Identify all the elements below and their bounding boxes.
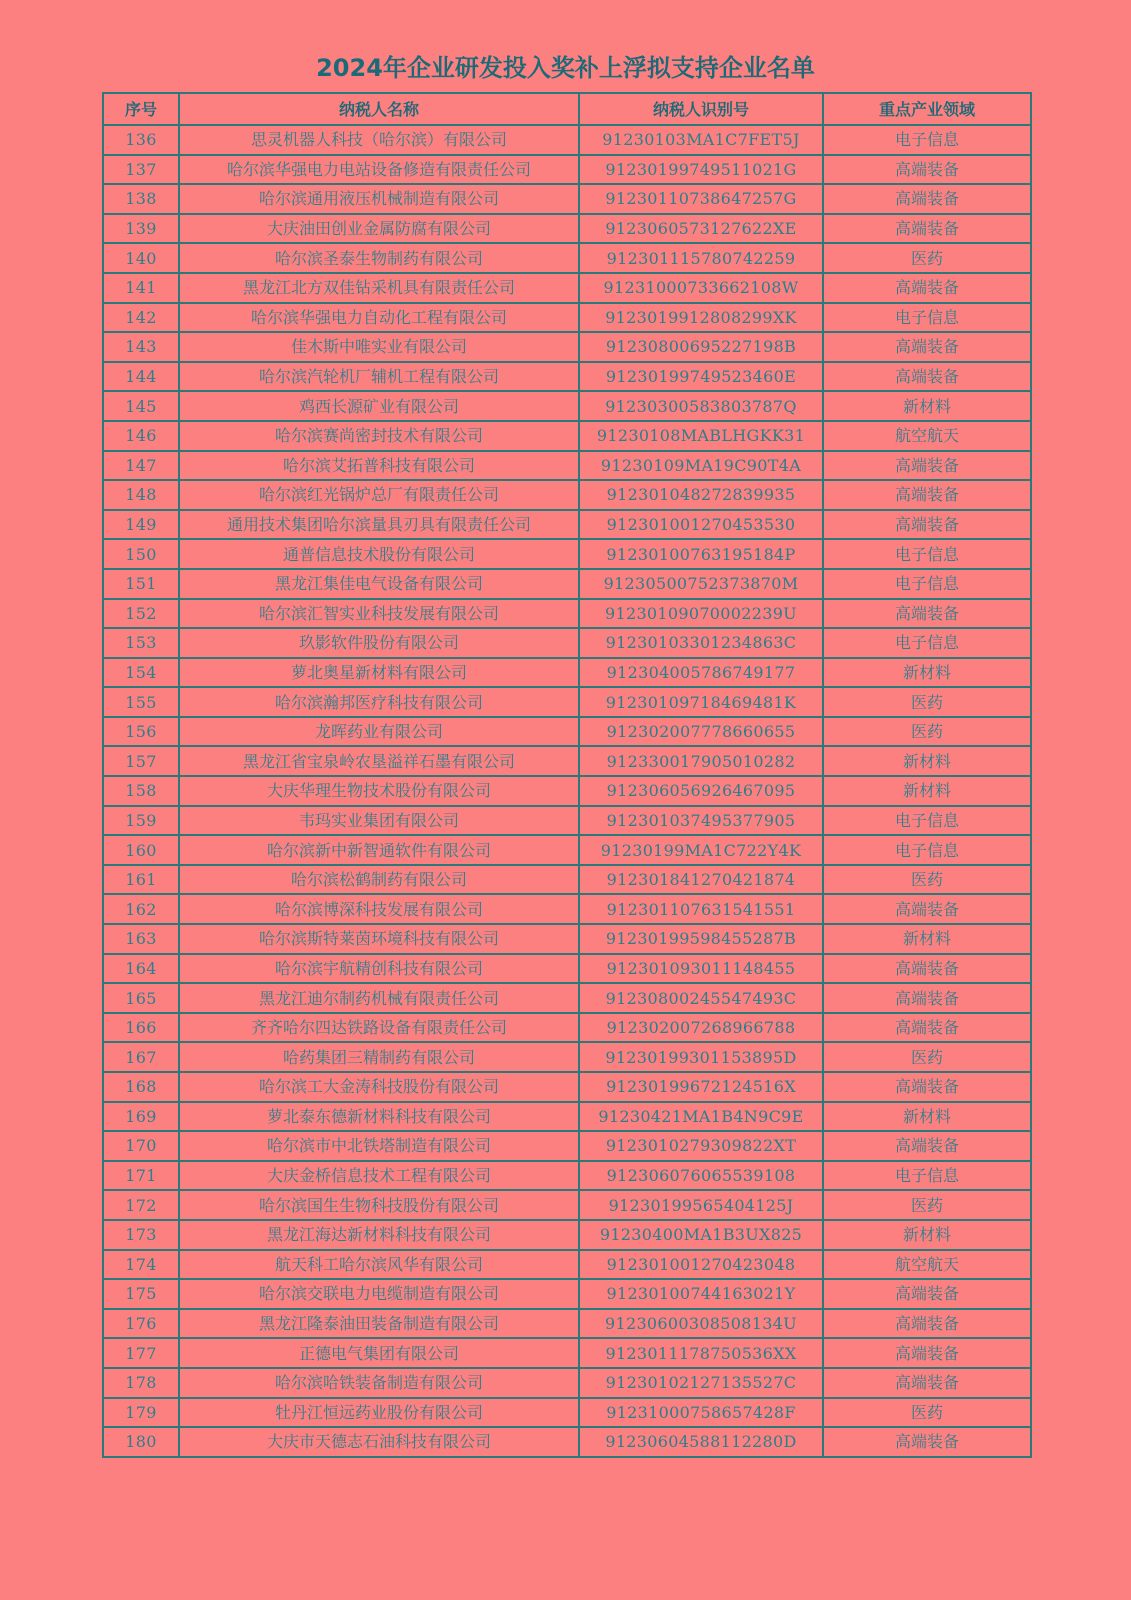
table-row [103,924,1031,954]
taxpayer-name-cell: 黑龙江北方双佳钻采机具有限责任公司 [179,273,579,303]
taxpayer-name-cell: 大庆华理生物技术股份有限公司 [179,776,579,806]
taxpayer-name-cell: 思灵机器人科技（哈尔滨）有限公司 [179,125,579,155]
serial-number-cell: 180 [103,1427,179,1457]
taxpayer-id-cell: 912304005786749177 [579,658,823,688]
industry-field-cell: 高端装备 [823,184,1031,214]
table-row [103,1042,1031,1072]
taxpayer-id-cell: 912301037495377905 [579,806,823,836]
taxpayer-name-cell: 黑龙江海达新材料科技有限公司 [179,1220,579,1250]
table-row [103,658,1031,688]
taxpayer-id-cell: 91230199672124516X [579,1072,823,1102]
table-row [103,214,1031,244]
taxpayer-name-cell: 大庆金桥信息技术工程有限公司 [179,1161,579,1191]
taxpayer-name-cell: 龙晖药业有限公司 [179,717,579,747]
header-taxpayer-name: 纳税人名称 [179,93,579,125]
taxpayer-name-cell: 牡丹江恒远药业股份有限公司 [179,1398,579,1428]
taxpayer-id-cell: 91230108MABLHGKK31 [579,421,823,451]
taxpayer-name-cell: 黑龙江隆泰油田装备制造有限公司 [179,1309,579,1339]
industry-field-cell: 高端装备 [823,1013,1031,1043]
taxpayer-id-cell: 91230600308508134U [579,1309,823,1339]
table-row [103,155,1031,185]
serial-number-cell: 159 [103,806,179,836]
taxpayer-id-cell: 912301048272839935 [579,480,823,510]
taxpayer-id-cell: 912306056926467095 [579,776,823,806]
industry-field-cell: 高端装备 [823,1131,1031,1161]
taxpayer-name-cell: 大庆市天德志石油科技有限公司 [179,1427,579,1457]
serial-number-cell: 162 [103,894,179,924]
taxpayer-id-cell: 91230109070002239U [579,599,823,629]
table-row [103,1072,1031,1102]
taxpayer-id-cell: 91231000758657428F [579,1398,823,1428]
taxpayer-name-cell: 韦玛实业集团有限公司 [179,806,579,836]
serial-number-cell: 164 [103,954,179,984]
serial-number-cell: 178 [103,1368,179,1398]
table-row [103,125,1031,155]
serial-number-cell: 167 [103,1042,179,1072]
taxpayer-id-cell: 912301841270421874 [579,865,823,895]
industry-field-cell: 电子信息 [823,835,1031,865]
taxpayer-id-cell: 91230199749523460E [579,362,823,392]
serial-number-cell: 148 [103,480,179,510]
taxpayer-name-cell: 哈尔滨国生生物科技股份有限公司 [179,1190,579,1220]
taxpayer-id-cell: 9123010279309822XT [579,1131,823,1161]
serial-number-cell: 161 [103,865,179,895]
table-row [103,983,1031,1013]
table-row [103,1279,1031,1309]
taxpayer-name-cell: 黑龙江迪尔制药机械有限责任公司 [179,983,579,1013]
enterprise-table [102,92,1032,1458]
serial-number-cell: 141 [103,273,179,303]
table-header [103,93,1031,125]
industry-field-cell: 新材料 [823,924,1031,954]
table-row [103,510,1031,540]
table-row [103,1309,1031,1339]
industry-field-cell: 新材料 [823,746,1031,776]
industry-field-cell: 高端装备 [823,273,1031,303]
taxpayer-id-cell: 91230500752373870M [579,569,823,599]
taxpayer-name-cell: 哈尔滨汽轮机厂辅机工程有限公司 [179,362,579,392]
industry-field-cell: 高端装备 [823,599,1031,629]
table-row [103,806,1031,836]
serial-number-cell: 138 [103,184,179,214]
taxpayer-name-cell: 哈尔滨汇智实业科技发展有限公司 [179,599,579,629]
table-row [103,243,1031,273]
industry-field-cell: 高端装备 [823,451,1031,481]
taxpayer-id-cell: 912301107631541551 [579,894,823,924]
header-taxpayer-id: 纳税人识别号 [579,93,823,125]
serial-number-cell: 160 [103,835,179,865]
table-row [103,1338,1031,1368]
table-row [103,1161,1031,1191]
taxpayer-id-cell: 912308006952271​98B [579,332,823,362]
serial-number-cell: 154 [103,658,179,688]
serial-number-cell: 136 [103,125,179,155]
taxpayer-name-cell: 萝北泰东德新材料科技有限公司 [179,1102,579,1132]
taxpayer-name-cell: 黑龙江集佳电气设备有限公司 [179,569,579,599]
industry-field-cell: 高端装备 [823,155,1031,185]
taxpayer-name-cell: 哈尔滨市中北铁塔制造有限公司 [179,1131,579,1161]
taxpayer-name-cell: 哈尔滨圣泰生物制药有限公司 [179,243,579,273]
taxpayer-id-cell: 91230604588112280D [579,1427,823,1457]
table-row [103,1398,1031,1428]
serial-number-cell: 165 [103,983,179,1013]
industry-field-cell: 电子信息 [823,539,1031,569]
serial-number-cell: 152 [103,599,179,629]
taxpayer-id-cell: 91230102127135527C [579,1368,823,1398]
serial-number-cell: 171 [103,1161,179,1191]
serial-number-cell: 145 [103,391,179,421]
industry-field-cell: 新材料 [823,1102,1031,1132]
taxpayer-name-cell: 哈尔滨艾拓普科技有限公司 [179,451,579,481]
industry-field-cell: 医药 [823,1042,1031,1072]
serial-number-cell: 137 [103,155,179,185]
serial-number-cell: 166 [103,1013,179,1043]
serial-number-cell: 144 [103,362,179,392]
industry-field-cell: 电子信息 [823,806,1031,836]
industry-field-cell: 新材料 [823,391,1031,421]
table-row [103,894,1031,924]
taxpayer-name-cell: 佳木斯中唯实业有限公司 [179,332,579,362]
taxpayer-id-cell: 91230421MA1B4N9C9E [579,1102,823,1132]
taxpayer-name-cell: 哈尔滨哈铁装备制造有限公司 [179,1368,579,1398]
taxpayer-id-cell: 91230109718469481K [579,687,823,717]
taxpayer-id-cell: 91230300583803787Q [579,391,823,421]
taxpayer-name-cell: 哈尔滨通用液压机械制造有限公司 [179,184,579,214]
table-row [103,628,1031,658]
industry-field-cell: 高端装备 [823,510,1031,540]
industry-field-cell: 新材料 [823,1220,1031,1250]
industry-field-cell: 新材料 [823,658,1031,688]
industry-field-cell: 医药 [823,717,1031,747]
taxpayer-name-cell: 黑龙江省宝泉岭农垦溢祥石墨有限公司 [179,746,579,776]
table-row [103,362,1031,392]
taxpayer-id-cell: 91230199749511021G [579,155,823,185]
serial-number-cell: 143 [103,332,179,362]
table-row [103,569,1031,599]
table-row [103,451,1031,481]
table-row [103,421,1031,451]
taxpayer-id-cell: 91230800245547493C [579,983,823,1013]
serial-number-cell: 151 [103,569,179,599]
table-row [103,539,1031,569]
taxpayer-name-cell: 哈尔滨交联电力电缆制造有限公司 [179,1279,579,1309]
table-body [103,125,1031,1457]
table-row [103,599,1031,629]
taxpayer-id-cell: 91230199598455287B [579,924,823,954]
table-row [103,480,1031,510]
taxpayer-id-cell: 9123011178750536XX [579,1338,823,1368]
serial-number-cell: 177 [103,1338,179,1368]
serial-number-cell: 168 [103,1072,179,1102]
taxpayer-name-cell: 鸡西长源矿业有限公司 [179,391,579,421]
serial-number-cell: 156 [103,717,179,747]
document-title: 2024年企业研发投入奖补上浮拟支持企业名单 [316,54,815,82]
serial-number-cell: 176 [103,1309,179,1339]
industry-field-cell: 高端装备 [823,1427,1031,1457]
header-industry-field: 重点产业领域 [823,93,1031,125]
industry-field-cell: 航空航天 [823,421,1031,451]
taxpayer-id-cell: 912301093011148455 [579,954,823,984]
taxpayer-name-cell: 通用技术集团哈尔滨量具刃具有限责任公司 [179,510,579,540]
table-row [103,1427,1031,1457]
serial-number-cell: 172 [103,1190,179,1220]
taxpayer-id-cell: 91230400MA1B3UX825 [579,1220,823,1250]
taxpayer-id-cell: 91230199301153895D [579,1042,823,1072]
taxpayer-name-cell: 哈尔滨赛尚密封技术有限公司 [179,421,579,451]
serial-number-cell: 173 [103,1220,179,1250]
industry-field-cell: 医药 [823,1398,1031,1428]
taxpayer-name-cell: 哈尔滨瀚邦医疗科技有限公司 [179,687,579,717]
serial-number-cell: 139 [103,214,179,244]
taxpayer-id-cell: 9123100073366210​8W [579,273,823,303]
industry-field-cell: 高端装备 [823,1309,1031,1339]
table-row [103,184,1031,214]
industry-field-cell: 高端装备 [823,480,1031,510]
taxpayer-id-cell: 91230199565404125J [579,1190,823,1220]
serial-number-cell: 150 [103,539,179,569]
taxpayer-id-cell: 9123019912808299XK [579,303,823,333]
taxpayer-name-cell: 航天科工哈尔滨风华有限公司 [179,1250,579,1280]
table-row [103,954,1031,984]
taxpayer-id-cell: 912301001270423048 [579,1250,823,1280]
serial-number-cell: 153 [103,628,179,658]
taxpayer-name-cell: 哈尔滨松鹤制药有限公司 [179,865,579,895]
industry-field-cell: 高端装备 [823,894,1031,924]
taxpayer-name-cell: 大庆油田创业金属防腐有限公司 [179,214,579,244]
table-row [103,717,1031,747]
taxpayer-name-cell: 哈尔滨华强电力电站设备修造有限责任公司 [179,155,579,185]
serial-number-cell: 179 [103,1398,179,1428]
serial-number-cell: 140 [103,243,179,273]
taxpayer-id-cell: 912301115780742259 [579,243,823,273]
taxpayer-name-cell: 正德电气集团有限公司 [179,1338,579,1368]
taxpayer-id-cell: 91230100744163021Y [579,1279,823,1309]
taxpayer-id-cell: 912302007778660655 [579,717,823,747]
table-row [103,746,1031,776]
industry-field-cell: 电子信息 [823,303,1031,333]
taxpayer-name-cell: 萝北奥星新材料有限公司 [179,658,579,688]
table-row [103,1190,1031,1220]
taxpayer-name-cell: 玖影软件股份有限公司 [179,628,579,658]
serial-number-cell: 157 [103,746,179,776]
taxpayer-id-cell: 91230199MA1C722Y4K [579,835,823,865]
table-row [103,1368,1031,1398]
serial-number-cell: 170 [103,1131,179,1161]
industry-field-cell: 医药 [823,243,1031,273]
serial-number-cell: 146 [103,421,179,451]
industry-field-cell: 医药 [823,865,1031,895]
taxpayer-id-cell: 912302007268966788 [579,1013,823,1043]
table-row [103,1102,1031,1132]
industry-field-cell: 高端装备 [823,1072,1031,1102]
industry-field-cell: 高端装备 [823,1368,1031,1398]
industry-field-cell: 新材料 [823,776,1031,806]
serial-number-cell: 174 [103,1250,179,1280]
taxpayer-id-cell: 912301001270453530 [579,510,823,540]
table-row [103,776,1031,806]
taxpayer-name-cell: 通普信息技术股份有限公司 [179,539,579,569]
taxpayer-name-cell: 齐齐哈尔四达铁路设备有限责任公司 [179,1013,579,1043]
industry-field-cell: 高端装备 [823,362,1031,392]
industry-field-cell: 高端装备 [823,214,1031,244]
table-row [103,1250,1031,1280]
taxpayer-name-cell: 哈尔滨华强电力自动化工程有限公司 [179,303,579,333]
taxpayer-name-cell: 哈尔滨博深科技发展有限公司 [179,894,579,924]
taxpayer-id-cell: 912330017905010282 [579,746,823,776]
table-row [103,332,1031,362]
header-row [103,93,1031,125]
industry-field-cell: 高端装备 [823,954,1031,984]
table-row [103,303,1031,333]
industry-field-cell: 高端装备 [823,1338,1031,1368]
industry-field-cell: 电子信息 [823,569,1031,599]
industry-field-cell: 医药 [823,1190,1031,1220]
table-row [103,1131,1031,1161]
serial-number-cell: 158 [103,776,179,806]
header-serial-number: 序号 [103,93,179,125]
taxpayer-id-cell: 91230109MA19C90T4A [579,451,823,481]
serial-number-cell: 169 [103,1102,179,1132]
industry-field-cell: 电子信息 [823,125,1031,155]
serial-number-cell: 155 [103,687,179,717]
table-row [103,865,1031,895]
industry-field-cell: 高端装备 [823,332,1031,362]
table-row [103,273,1031,303]
industry-field-cell: 高端装备 [823,1279,1031,1309]
industry-field-cell: 航空航天 [823,1250,1031,1280]
serial-number-cell: 149 [103,510,179,540]
table-row [103,835,1031,865]
taxpayer-name-cell: 哈尔滨斯特莱茵环境科技有限公司 [179,924,579,954]
serial-number-cell: 142 [103,303,179,333]
serial-number-cell: 175 [103,1279,179,1309]
taxpayer-name-cell: 哈尔滨宇航精创科技有限公司 [179,954,579,984]
table-row [103,1220,1031,1250]
taxpayer-name-cell: 哈尔滨新中新智通软件有限公司 [179,835,579,865]
serial-number-cell: 163 [103,924,179,954]
industry-field-cell: 电子信息 [823,1161,1031,1191]
table-row [103,687,1031,717]
taxpayer-id-cell: 91230103MA1C7FET5J [579,125,823,155]
industry-field-cell: 电子信息 [823,628,1031,658]
taxpayer-name-cell: 哈尔滨红光锅炉总厂有限责任公司 [179,480,579,510]
taxpayer-name-cell: 哈药集团三精制药有限公司 [179,1042,579,1072]
taxpayer-id-cell: 91230110738647257G [579,184,823,214]
table-row [103,1013,1031,1043]
taxpayer-id-cell: 912306076065539108 [579,1161,823,1191]
table-row [103,391,1031,421]
taxpayer-id-cell: 9123060573127622XE [579,214,823,244]
serial-number-cell: 147 [103,451,179,481]
industry-field-cell: 高端装备 [823,983,1031,1013]
taxpayer-id-cell: 91230103301234863C [579,628,823,658]
industry-field-cell: 医药 [823,687,1031,717]
taxpayer-name-cell: 哈尔滨工大金涛科技股份有限公司 [179,1072,579,1102]
taxpayer-id-cell: 91230100763195184P [579,539,823,569]
